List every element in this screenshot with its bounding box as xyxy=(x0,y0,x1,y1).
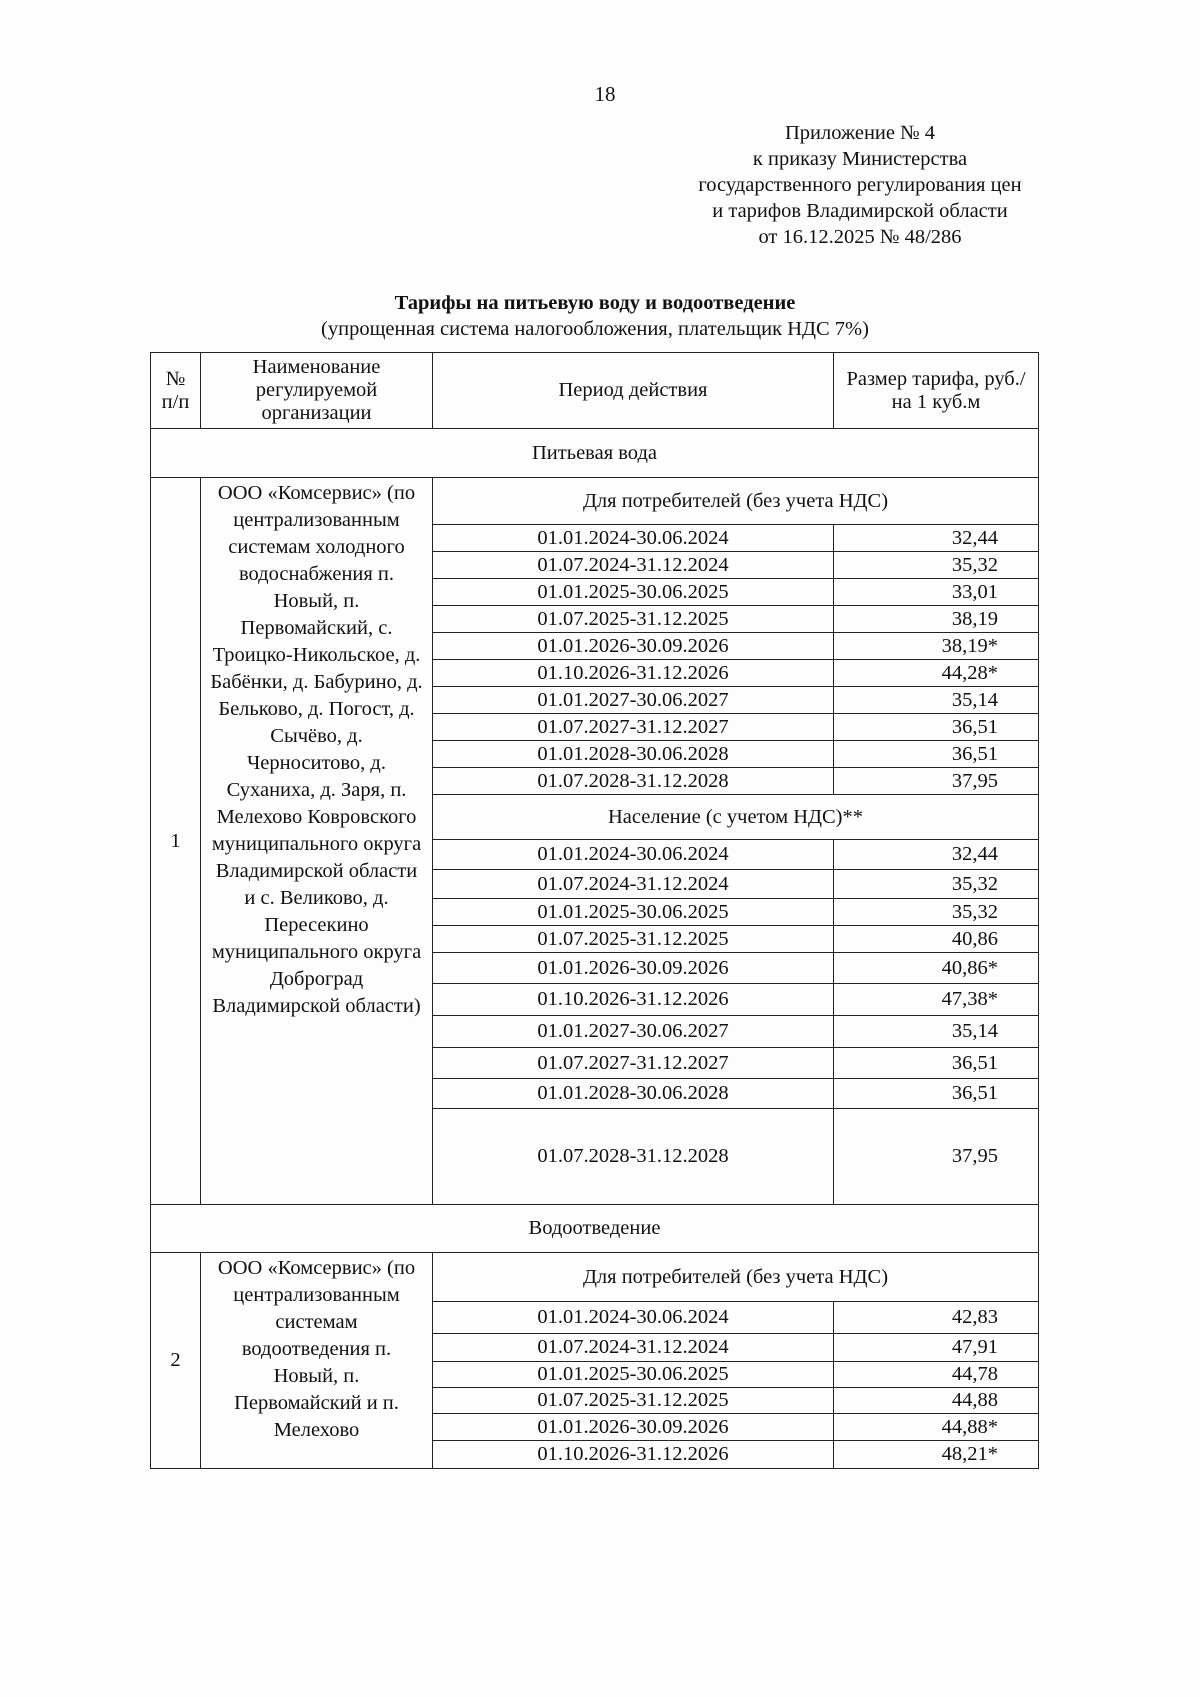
period-cell: 01.07.2024-31.12.2024 xyxy=(433,870,834,899)
tariff-cell: 32,44 xyxy=(834,525,1039,552)
period-cell: 01.01.2028-30.06.2028 xyxy=(433,741,834,768)
tariff-cell: 37,95 xyxy=(834,1109,1039,1205)
tariff-cell: 47,91 xyxy=(834,1334,1039,1362)
header-tariff: Размер тарифа, руб./на 1 куб.м xyxy=(834,353,1039,429)
period-cell: 01.01.2026-30.09.2026 xyxy=(433,953,834,984)
group-row xyxy=(151,1253,1039,1302)
appendix-line: государственного регулирования цен xyxy=(698,174,1022,196)
period-cell: 01.01.2027-30.06.2027 xyxy=(433,687,834,714)
period-cell: 01.01.2025-30.06.2025 xyxy=(433,1362,834,1388)
section-row xyxy=(151,1205,1039,1253)
section-title: Водоотведение xyxy=(151,1205,1039,1253)
consumer-group-label: Население (с учетом НДС)** xyxy=(433,795,1039,840)
period-cell: 01.07.2025-31.12.2025 xyxy=(433,1388,834,1414)
organization-name: ООО «Комсервис» (по централизованным системам холодного водоснабжения п. Новый, п. Первомайский, с. Троицко-Никольское, д. Бабёнки, д. Бабурино, д. Бельково, д. Погост, д. Сычёво, д. Черноситово, д. Суханиха, д. Заря, п. Мелехово Ковровского муниципального округа Владимирской области и с. Великово, д. Пересекино муниципального округа Доброград Владимирской области) xyxy=(201,478,433,1205)
header-num: № п/п xyxy=(151,353,201,429)
header-row xyxy=(151,353,1039,429)
title: Тарифы на питьевую воду и водоотведение xyxy=(394,292,796,314)
tariff-cell: 36,51 xyxy=(834,1079,1039,1109)
tariff-cell: 32,44 xyxy=(834,840,1039,870)
tariff-cell: 35,32 xyxy=(834,870,1039,899)
period-cell: 01.07.2024-31.12.2024 xyxy=(433,552,834,579)
document-title xyxy=(150,290,1040,342)
period-cell: 01.01.2025-30.06.2025 xyxy=(433,899,834,926)
tariff-cell: 40,86* xyxy=(834,953,1039,984)
period-cell: 01.07.2028-31.12.2028 xyxy=(433,1109,834,1205)
group-row xyxy=(151,478,1039,525)
period-cell: 01.07.2024-31.12.2024 xyxy=(433,1334,834,1362)
tariff-cell: 44,88* xyxy=(834,1414,1039,1441)
tariff-cell: 33,01 xyxy=(834,579,1039,606)
section-row xyxy=(151,429,1039,478)
tariff-cell: 48,21* xyxy=(834,1441,1039,1469)
consumer-group-label: Для потребителей (без учета НДС) xyxy=(433,478,1039,525)
appendix-line: и тарифов Владимирской области xyxy=(712,200,1008,222)
tariff-cell: 35,32 xyxy=(834,552,1039,579)
appendix-line: от 16.12.2025 № 48/286 xyxy=(758,226,962,248)
tariff-cell: 35,14 xyxy=(834,1016,1039,1048)
period-cell: 01.10.2026-31.12.2026 xyxy=(433,1441,834,1469)
tariff-cell: 44,28* xyxy=(834,660,1039,687)
subtitle: (упрощенная система налогообложения, плательщик НДС 7%) xyxy=(321,318,869,340)
period-cell: 01.01.2024-30.06.2024 xyxy=(433,1302,834,1334)
consumer-group-label: Для потребителей (без учета НДС) xyxy=(433,1253,1039,1302)
row-number: 1 xyxy=(151,478,201,1205)
period-cell: 01.01.2024-30.06.2024 xyxy=(433,840,834,870)
header-org: Наименование регулируемой организации xyxy=(201,353,433,429)
period-cell: 01.07.2025-31.12.2025 xyxy=(433,926,834,953)
period-cell: 01.07.2025-31.12.2025 xyxy=(433,606,834,633)
period-cell: 01.10.2026-31.12.2026 xyxy=(433,660,834,687)
period-cell: 01.01.2024-30.06.2024 xyxy=(433,525,834,552)
tariff-cell: 42,83 xyxy=(834,1302,1039,1334)
section-title: Питьевая вода xyxy=(151,429,1039,478)
tariff-cell: 37,95 xyxy=(834,768,1039,795)
tariff-cell: 38,19* xyxy=(834,633,1039,660)
tariff-cell: 36,51 xyxy=(834,1048,1039,1079)
tariff-cell: 38,19 xyxy=(834,606,1039,633)
organization-name: ООО «Комсервис» (по централизованным системам водоотведения п. Новый, п. Первомайский и п. Мелехово xyxy=(201,1253,433,1469)
tariff-table xyxy=(150,352,1039,1469)
period-cell: 01.07.2027-31.12.2027 xyxy=(433,1048,834,1079)
period-cell: 01.07.2027-31.12.2027 xyxy=(433,714,834,741)
period-cell: 01.07.2028-31.12.2028 xyxy=(433,768,834,795)
period-cell: 01.10.2026-31.12.2026 xyxy=(433,984,834,1016)
period-cell: 01.01.2026-30.09.2026 xyxy=(433,1414,834,1441)
tariff-cell: 44,88 xyxy=(834,1388,1039,1414)
tariff-cell: 36,51 xyxy=(834,741,1039,768)
tariff-cell: 36,51 xyxy=(834,714,1039,741)
period-cell: 01.01.2025-30.06.2025 xyxy=(433,579,834,606)
tariff-cell: 35,32 xyxy=(834,899,1039,926)
period-cell: 01.01.2026-30.09.2026 xyxy=(433,633,834,660)
tariff-cell: 35,14 xyxy=(834,687,1039,714)
tariff-cell: 40,86 xyxy=(834,926,1039,953)
period-cell: 01.01.2027-30.06.2027 xyxy=(433,1016,834,1048)
tariff-cell: 44,78 xyxy=(834,1362,1039,1388)
row-number: 2 xyxy=(151,1253,201,1469)
appendix-block xyxy=(680,120,1040,250)
period-cell: 01.01.2028-30.06.2028 xyxy=(433,1079,834,1109)
appendix-line: к приказу Министерства xyxy=(752,148,968,170)
appendix-line: Приложение № 4 xyxy=(784,122,936,144)
header-period: Период действия xyxy=(433,353,834,429)
page-number: 18 xyxy=(594,82,616,106)
tariff-cell: 47,38* xyxy=(834,984,1039,1016)
